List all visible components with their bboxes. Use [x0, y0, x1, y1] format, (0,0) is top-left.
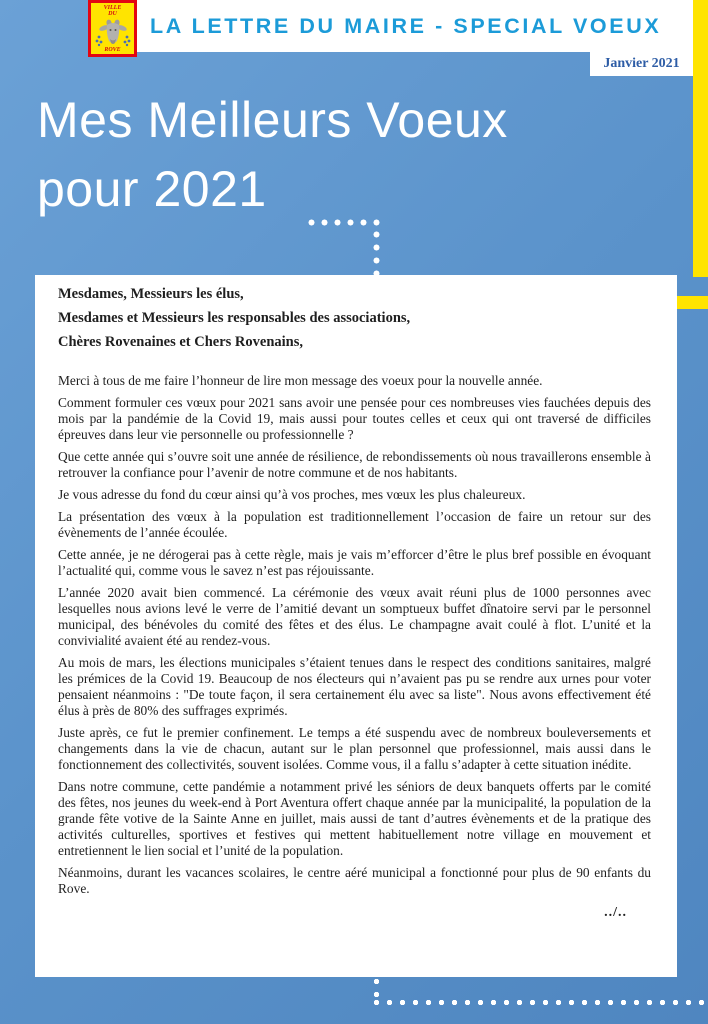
salutations	[58, 282, 651, 354]
newsletter-title: LA LETTRE DU MAIRE - SPECIAL VOEUX	[150, 13, 662, 38]
letter-paragraph: Cette année, je ne dérogerai pas à cette règle, mais je vais m’efforcer d’être le plus bref possible en évoquant l’actualité qui, comme vous le savez n’est pas réjouissante.	[58, 547, 651, 578]
letter-paragraph: Dans notre commune, cette pandémie a notamment privé les séniors de deux banquets offerts par le comité des fêtes, nos jeunes du week-end à Port Aventura offert chaque année par la municipalité, la population de la grande fête votive de la Sainte Anne en juillet, mais aussi de tant d’autres évènements et de la pratique des activités culturelles, sportives et festives qui mettent habituellement notre village en mouvement et entretiennent le lien social et l’unité de la population.	[58, 779, 651, 858]
card-side-yellow-bar	[675, 296, 708, 309]
letter-paragraph: L’année 2020 avait bien commencé. La cérémonie des vœux avait réuni plus de 1000 personnes avec lesquelles nous avions levé le verre de l’amitié devant un somptueux buffet dînatoire servi par le personnel municipal, des bénévoles du comité des fêtes et des élus. Le champagne avait coulé à flot. L’unité et la convivialité avaient été au rendez-vous.	[58, 585, 651, 648]
header-band	[88, 0, 693, 52]
bottom-horizontal-dotted-line	[370, 996, 708, 1009]
hero-title	[37, 86, 508, 224]
letter-paragraph: Comment formuler ces vœux pour 2021 sans avoir une pensée pour ces nombreuses vies fauchées depuis des mois par la pandémie de la Covid 19, mais aussi pour toutes celles et ceux qui ont traversé de difficiles épreuves dans leur vie personnelle ou professionnelle ?	[58, 395, 651, 442]
issue-date: Janvier 2021	[603, 56, 680, 71]
hero-title-line1: Mes Meilleurs Voeux	[37, 92, 508, 148]
logo-text-ville: VILLE	[103, 5, 122, 11]
salutation-line: Mesdames, Messieurs les élus,	[58, 286, 244, 302]
letter-body	[58, 373, 651, 897]
salutation-line: Chères Rovenaines et Chers Rovenains,	[58, 334, 304, 350]
salutation-line: Mesdames et Messieurs les responsables des associations,	[58, 310, 411, 326]
letter-paragraph: Au mois de mars, les élections municipales s’étaient tenues dans le respect des conditions sanitaires, malgré les prémices de la Covid 19. Beaucoup de nos électeurs qui n’avaient pas pu se rendre aux urnes pour voter pensaient néanmoins : "De toute façon, il sera certainement élu avec sa liste". Nous avons effectivement été élus à près de 80% des suffrages exprimés.	[58, 655, 651, 718]
letter-paragraph: Merci à tous de me faire l’honneur de lire mon message des voeux pour la nouvelle année.	[58, 373, 543, 388]
logo-text-rove: ROVE	[104, 47, 121, 53]
letter-paragraph: La présentation des vœux à la population est traditionnellement l’occasion de faire un retour sur des évènements de l’année écoulée.	[58, 509, 651, 540]
continuation-mark: ../..	[604, 905, 627, 920]
right-edge-yellow-stripe	[693, 0, 708, 277]
letter-paragraph: Juste après, ce fut le premier confinement. Le temps a été suspendu avec de nombreux bouleversements et changements dans la vie de chacun, autant sur le plan personnel que professionnel, mais aussi dans le fonctionnement des collectivités, souvent isolées. Comme vous, il a fallu s’adapter à cette situation inédite.	[58, 725, 651, 772]
top-vertical-dotted-line	[370, 228, 383, 276]
hero-title-line2: pour 2021	[37, 161, 267, 217]
town-crest-logo	[88, 0, 137, 57]
letter-paragraph: Que cette année qui s’ouvre soit une année de résilience, de rebondissements où nous travaillerons ensemble à retrouver la confiance pour l’avenir de notre commune et de nos habitants.	[58, 449, 651, 480]
logo-text-du: DU	[108, 11, 117, 17]
letter-paragraph: Néanmoins, durant les vacances scolaires, le centre aéré municipal a fonctionné pour plus de 90 enfants du Rove.	[58, 865, 651, 896]
issue-date-box	[590, 52, 693, 76]
goat-icon	[91, 17, 134, 47]
letter-card	[35, 275, 677, 977]
letter-paragraph: Je vous adresse du fond du cœur ainsi qu’à vos proches, mes vœux les plus chaleureux.	[58, 487, 526, 502]
